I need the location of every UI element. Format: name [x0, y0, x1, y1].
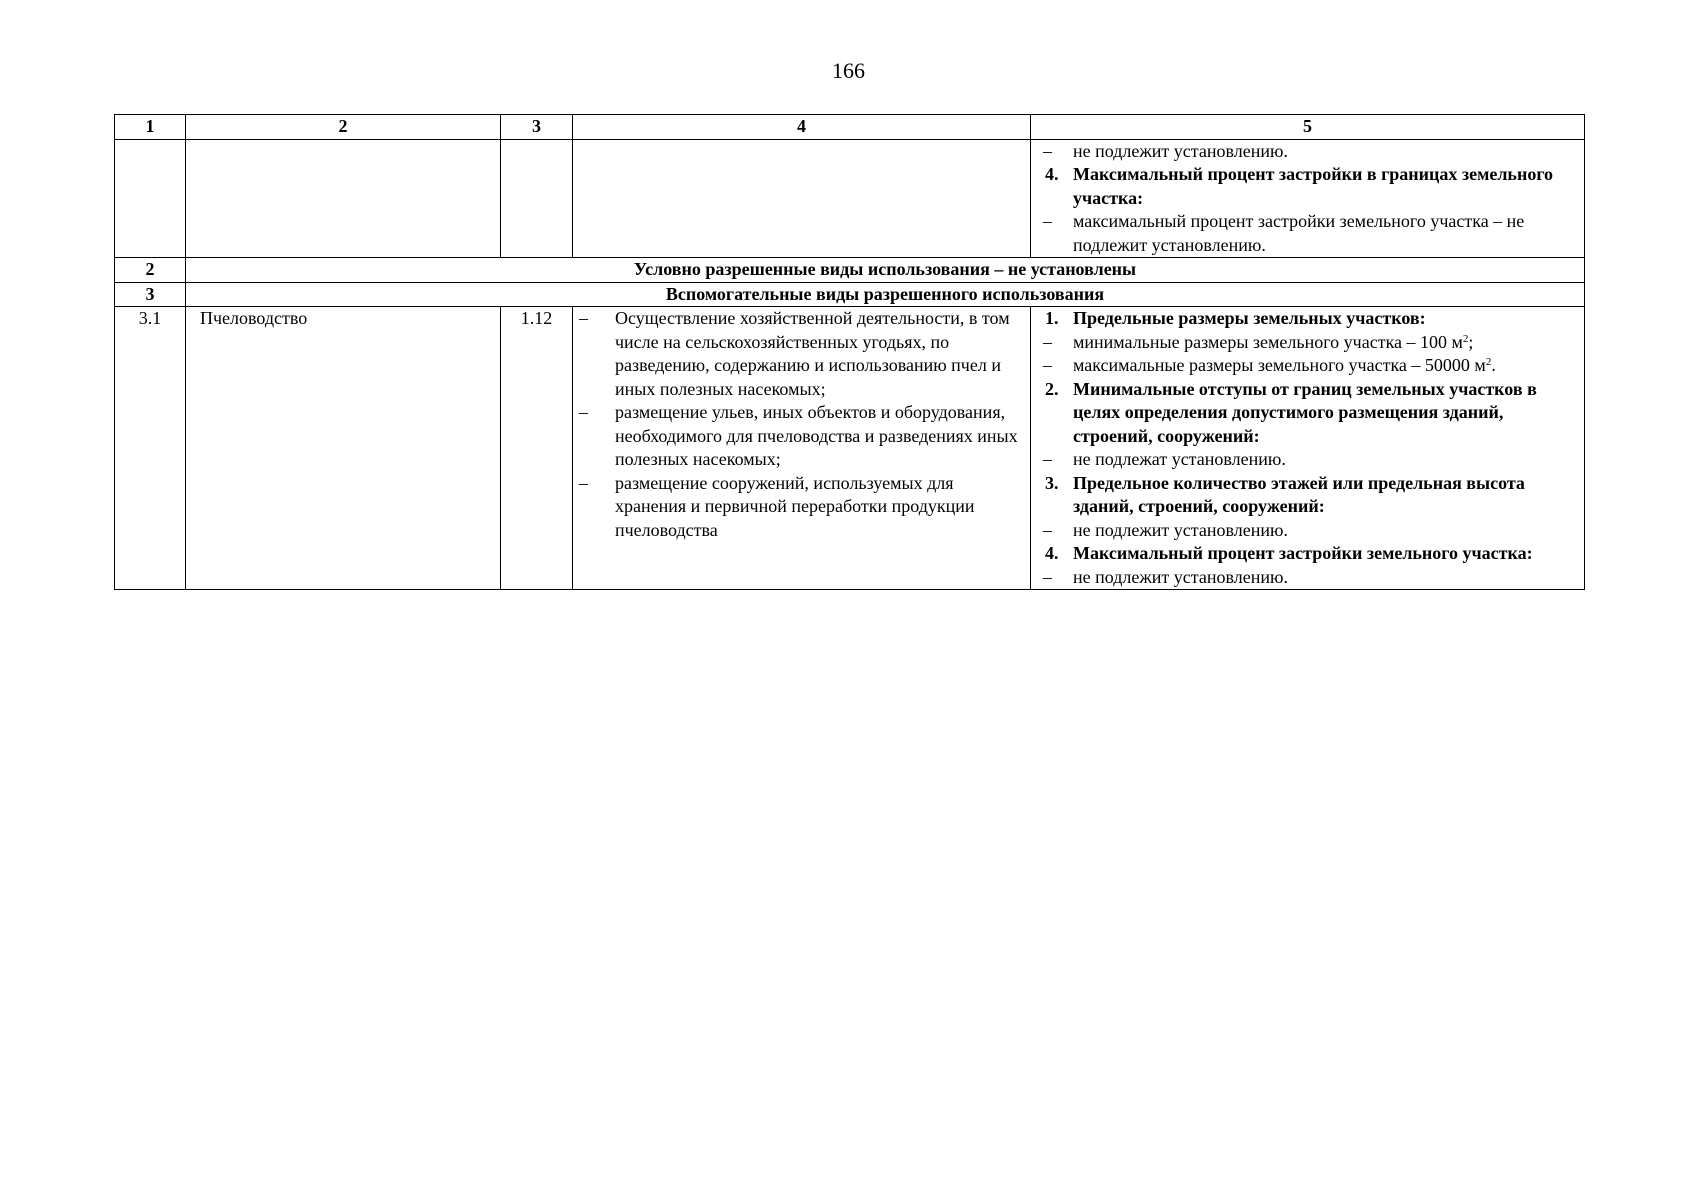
use-params-cell — [1031, 307, 1585, 590]
section-title: Условно разрешенные виды использования – не установлены — [186, 258, 1585, 283]
column-header-2: 2 — [186, 115, 501, 140]
dash-marker: – — [1043, 211, 1052, 231]
dash-item — [579, 472, 1024, 543]
item-text: Максимальный процент застройки земельного участка: — [1073, 543, 1533, 563]
dash-marker: – — [1043, 355, 1052, 375]
dash-marker: – — [579, 308, 588, 328]
dash-item — [1037, 331, 1578, 355]
item-text: Минимальные отступы от границ земельных участков в целях определения допустимого размещения зданий, строений, сооружений: — [1073, 378, 1537, 446]
numbered-item — [1037, 472, 1578, 519]
dash-marker: – — [1043, 331, 1052, 352]
dash-item — [579, 401, 1024, 472]
item-text: не подлежит установлению. — [1073, 140, 1288, 161]
item-text: размещение сооружений, используемых для хранения и первичной переработки продукции пчеловодства — [615, 472, 975, 540]
item-number: 2. — [1045, 378, 1059, 399]
section-row — [115, 258, 1585, 283]
dash-item — [579, 307, 1024, 401]
continuation-params-cell — [1031, 139, 1585, 258]
item-suffix: . — [1491, 355, 1496, 375]
item-text: Осуществление хозяйственной деятельности, в том числе на сельскохозяйственных угодьях, по разведению, содержанию и использованию пчел и иных полезных насекомых; — [615, 308, 1010, 399]
item-text: минимальные размеры земельного участка – 100 м — [1073, 331, 1463, 352]
item-text: Предельное количество этажей или предельная высота зданий, строений, сооружений: — [1073, 472, 1525, 516]
item-number: 3. — [1045, 472, 1059, 493]
section-row — [115, 282, 1585, 307]
item-number: 1. — [1045, 308, 1059, 328]
table-row — [115, 307, 1585, 590]
item-text: размещение ульев, иных объектов и оборудования, необходимого для пчеловодства и разведениях иных полезных насекомых; — [615, 402, 1018, 469]
item-text: не подлежат установлению. — [1073, 449, 1286, 469]
use-type-code: 1.12 — [501, 307, 573, 590]
section-number: 3 — [115, 282, 186, 307]
item-text: максимальный процент застройки земельного участка – не подлежит установлению. — [1073, 211, 1525, 255]
dash-item — [1037, 354, 1578, 378]
numbered-item — [1037, 542, 1578, 566]
item-suffix: ; — [1468, 331, 1474, 352]
continuation-row — [115, 139, 1585, 258]
numbered-item — [1037, 378, 1578, 449]
page-number: 166 — [832, 58, 865, 83]
column-header-3: 3 — [501, 115, 573, 140]
use-description-cell — [573, 307, 1031, 590]
numbered-item — [1037, 307, 1578, 331]
dash-item — [1037, 448, 1578, 472]
column-header-1: 1 — [115, 115, 186, 140]
row-number: 3.1 — [115, 307, 186, 590]
numbered-item — [1037, 163, 1578, 210]
dash-item — [1037, 140, 1578, 164]
superscript: 2 — [1462, 332, 1469, 345]
item-text: Максимальный процент застройки в границах земельного участка: — [1073, 164, 1554, 208]
item-number: 4. — [1045, 543, 1059, 563]
item-text: не подлежит установлению. — [1073, 519, 1288, 540]
column-header-5: 5 — [1031, 115, 1585, 140]
item-number: 4. — [1045, 164, 1059, 184]
column-header-row — [115, 115, 1585, 140]
land-use-table — [114, 114, 1585, 590]
column-header-4: 4 — [573, 115, 1031, 140]
superscript: 2 — [1485, 356, 1492, 368]
dash-marker: – — [1043, 449, 1052, 469]
dash-marker: – — [1043, 566, 1052, 587]
item-text: максимальные размеры земельного участка – 50000 м — [1073, 355, 1486, 375]
dash-item — [1037, 519, 1578, 543]
dash-marker: – — [579, 472, 588, 493]
dash-item — [1037, 210, 1578, 257]
section-title: Вспомогательные виды разрешенного использования — [186, 282, 1585, 307]
section-number: 2 — [115, 258, 186, 283]
item-text: не подлежит установлению. — [1073, 566, 1288, 587]
dash-marker: – — [1043, 519, 1052, 540]
use-type-name: Пчеловодство — [186, 307, 501, 590]
item-text: Предельные размеры земельных участков: — [1073, 308, 1426, 328]
dash-item — [1037, 566, 1578, 590]
dash-marker: – — [1043, 140, 1052, 161]
dash-marker: – — [579, 402, 588, 422]
